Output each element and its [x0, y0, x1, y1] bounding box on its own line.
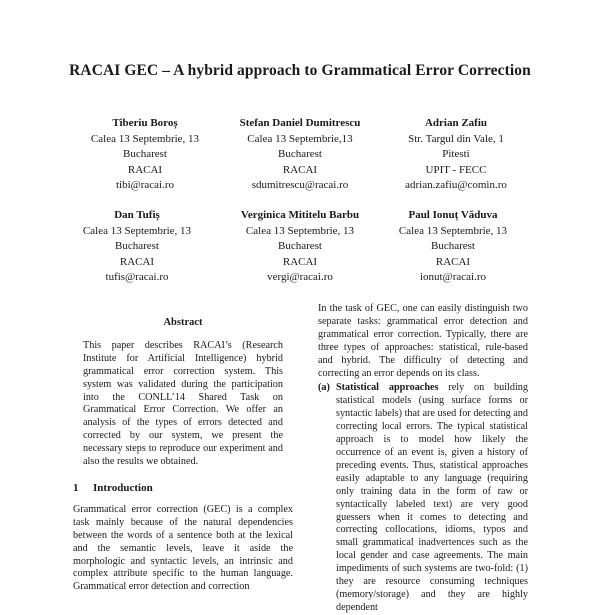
- author-email: adrian.zafiu@comin.ro: [405, 179, 507, 191]
- author-org: RACAI: [127, 163, 163, 176]
- author-name: Tiberiu Boroș: [112, 117, 178, 129]
- body-paragraph: In the task of GEC, one can easily distinguish two separate tasks: grammatical error detection and grammatical error correction. Typically, there are three types of approaches: statistical, rule-based and hybrid. The difficulty of detecting and correcting an error depends on its class.: [318, 303, 528, 379]
- author-email: ionut@racai.ro: [419, 271, 487, 283]
- list-item: [318, 382, 528, 614]
- abstract-text: This paper describes RACAI’s (Research Institute for Artificial Intelligence) hybrid grammatical error correction system. This system was validated during the participation into the CONLL’14 Shared Task on Grammatical Error Correction. We offer an analysis of the types of errors detected and corrected by our system, we present the necessary steps to reproduce our experiment and also the results we obtained.: [83, 339, 283, 468]
- author-org: RACAI: [282, 163, 318, 176]
- author-address: Calea 13 Septembrie, 13: [90, 132, 200, 145]
- author-city: Pitesti: [442, 148, 470, 160]
- author-org: UPIT - FECC: [425, 163, 487, 176]
- paper-title: RACAI GEC – A hybrid approach to Grammatical Error Correction: [69, 62, 531, 79]
- section-title: Introduction: [93, 481, 153, 494]
- author-email: sdumitrescu@racai.ro: [251, 179, 349, 191]
- author-org: RACAI: [435, 255, 471, 268]
- author-city: Bucharest: [431, 240, 475, 252]
- author-name: Stefan Daniel Dumitrescu: [239, 117, 361, 129]
- author-email: vergi@racai.ro: [267, 271, 333, 283]
- author-name: Dan Tufiș: [114, 209, 160, 221]
- author-email: tufis@racai.ro: [105, 271, 169, 283]
- list-item-label: (a): [318, 382, 330, 394]
- author-name: Verginica Mititelu Barbu: [240, 209, 360, 221]
- author-address: Calea 13 Septembrie,13: [247, 132, 353, 145]
- author-block: [65, 116, 225, 194]
- author-address: Calea 13 Septembrie, 13: [398, 224, 508, 237]
- author-block: [376, 116, 536, 194]
- author-city: Bucharest: [123, 148, 167, 160]
- list-item-lead: Statistical approaches: [336, 382, 439, 394]
- author-org: RACAI: [119, 255, 155, 268]
- author-block: [373, 208, 533, 286]
- section-heading: [73, 482, 293, 495]
- author-address: Calea 13 Septembrie, 13: [82, 224, 192, 237]
- author-name: Adrian Zafiu: [424, 117, 488, 129]
- author-city: Bucharest: [278, 240, 322, 252]
- author-email: tibi@racai.ro: [115, 179, 175, 191]
- author-city: Bucharest: [115, 240, 159, 252]
- author-block: [57, 208, 217, 286]
- author-block: [220, 116, 380, 194]
- author-address: Str. Targul din Vale, 1: [408, 132, 504, 145]
- section-number: 1: [73, 481, 79, 494]
- author-org: RACAI: [282, 255, 318, 268]
- left-column: [73, 317, 293, 594]
- list-item-text: [336, 382, 528, 614]
- author-address: Calea 13 Septembrie, 13: [245, 224, 355, 237]
- abstract-heading: Abstract: [163, 317, 203, 328]
- author-block: [210, 208, 390, 286]
- author-city: Bucharest: [278, 148, 322, 160]
- intro-text: Grammatical error correction (GEC) is a complex task mainly because of the natural dependencies between the words of a sentence both at the lexical and the semantic levels, leave it aside the morphologic and syntactic levels, an intrinsic and complex attribute specific to the human language. Grammatical error detection and correction: [73, 503, 293, 593]
- author-name: Paul Ionuț Văduva: [408, 209, 498, 221]
- list-item-body: rely on building statistical models (using surface forms or syntactic labels) that are used for detecting and correcting local errors. The typical statistical approach is to model how likely the occurrence of an event is, given a history of preceding events. Thus, statistical approaches easily adaptable to any language (requiring only training data in the form of raw or syntactically labeled text) are very good guessers when it comes to detecting and correcting collocations, idioms, typos and small grammatical inadvertences such as the local gender and case agreements. The main impediments of such systems are two-fold: (1) they are resource consuming techniques (memory/storage) and they are highly dependent: [336, 382, 528, 613]
- right-column: [318, 303, 528, 615]
